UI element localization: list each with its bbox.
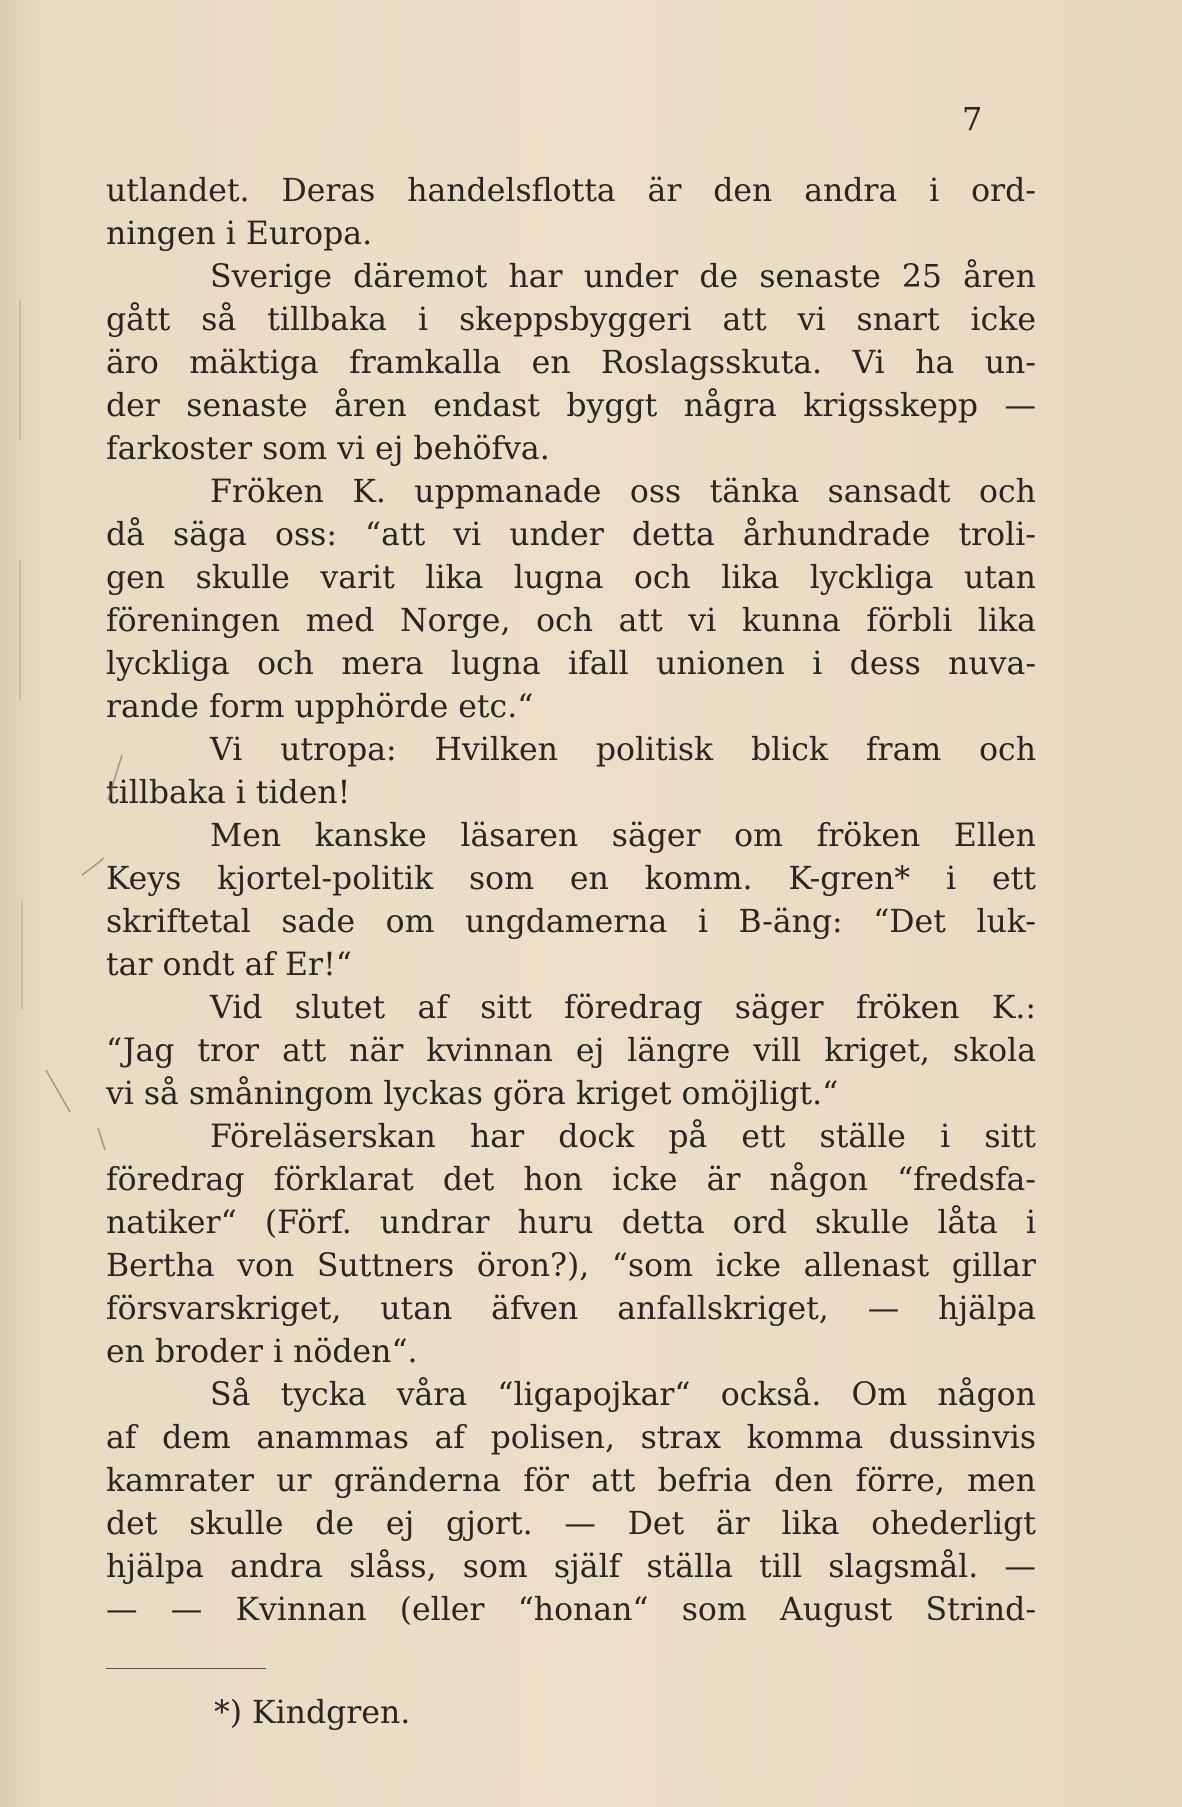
word: ohederligt: [871, 1506, 1036, 1542]
word: “Det: [873, 904, 946, 940]
word: kanske: [314, 818, 427, 854]
word: un-: [984, 345, 1036, 381]
word: utropa:: [280, 732, 397, 768]
word: skulle: [815, 1205, 910, 1241]
word: lugna: [451, 646, 541, 682]
word: våra: [396, 1377, 468, 1413]
word: att: [591, 1463, 636, 1499]
word: nuva-: [948, 646, 1036, 682]
word: som: [462, 1549, 528, 1585]
word: Ellen: [953, 818, 1036, 854]
word: sitt: [480, 990, 532, 1026]
word: med: [305, 603, 375, 639]
word: ur: [276, 1463, 312, 1499]
word: detta: [621, 1205, 705, 1241]
word: Om: [851, 1377, 908, 1413]
word: Fröken: [210, 474, 324, 510]
word: ifall: [568, 646, 629, 682]
word: ord: [732, 1205, 787, 1241]
word: vi: [453, 517, 482, 553]
word: som: [681, 1592, 747, 1628]
word: om: [385, 904, 435, 940]
word: slagsmål.: [828, 1549, 979, 1585]
word: skulle: [195, 560, 290, 596]
word: föreningen: [106, 603, 281, 639]
word: af: [417, 990, 448, 1026]
word: lyckliga: [809, 560, 934, 596]
word: är: [647, 173, 682, 209]
word: luk-: [976, 904, 1036, 940]
word: och: [633, 560, 691, 596]
word: till: [759, 1549, 803, 1585]
word: vill: [753, 1033, 802, 1069]
word: ställe: [819, 1119, 906, 1155]
word: utlandet.: [106, 173, 250, 209]
word: säger: [611, 818, 701, 854]
word: århundrade: [742, 517, 931, 553]
word: anammas: [256, 1420, 409, 1456]
word: slåss,: [349, 1549, 437, 1585]
word: Vid: [210, 990, 263, 1026]
word: krigsskepp: [803, 388, 979, 424]
word: föredrag: [106, 1162, 245, 1198]
word: tillbaka: [267, 302, 387, 338]
word: utan: [380, 1291, 453, 1327]
word: unionen: [656, 646, 785, 682]
word: —: [1004, 388, 1036, 424]
word: lugna: [513, 560, 604, 596]
word: fröken: [816, 818, 921, 854]
word: icke: [612, 1162, 678, 1198]
word: undrar: [379, 1205, 490, 1241]
word: att: [618, 603, 663, 639]
word: Vi: [852, 345, 885, 381]
word: läsaren: [460, 818, 579, 854]
word: “honan“: [517, 1592, 649, 1628]
line-text: tillbaka i tiden!: [106, 775, 351, 811]
word: förre,: [855, 1463, 945, 1499]
word: komma: [746, 1420, 864, 1456]
word: ord-: [971, 173, 1036, 209]
word: för: [523, 1463, 569, 1499]
word: B-äng:: [738, 904, 843, 940]
line-text: ningen i Europa.: [106, 216, 373, 252]
word: någon: [937, 1377, 1036, 1413]
word: andra: [804, 173, 898, 209]
word: senaste: [759, 259, 881, 295]
word: säger: [734, 990, 824, 1026]
word: “att: [365, 517, 426, 553]
word: ej: [575, 1033, 605, 1069]
word: i: [929, 173, 940, 209]
word: någon: [769, 1162, 868, 1198]
word: lika: [781, 1506, 840, 1542]
word: som: [469, 861, 535, 897]
word: det: [106, 1506, 158, 1542]
word: mera: [341, 646, 424, 682]
word: strax: [640, 1420, 722, 1456]
word: på: [668, 1119, 708, 1155]
word: låta: [937, 1205, 998, 1241]
word: —: [170, 1592, 203, 1628]
word: K-gren*: [788, 861, 911, 897]
word: handelsflotta: [407, 173, 616, 209]
word: andra: [230, 1549, 324, 1585]
word: Bertha: [106, 1248, 215, 1284]
word: fröken: [855, 990, 960, 1026]
word: 25: [901, 259, 942, 295]
word: Kvinnan: [235, 1592, 367, 1628]
word: natiker“: [106, 1205, 237, 1241]
word: säga: [173, 517, 247, 553]
line-text: en broder i nöden“.: [106, 1334, 418, 1370]
word: att: [722, 302, 767, 338]
word: också.: [720, 1377, 822, 1413]
word: Vi: [210, 732, 243, 768]
word: vi: [688, 603, 717, 639]
word: skola: [952, 1033, 1036, 1069]
word: en: [569, 861, 609, 897]
word: hon: [523, 1162, 583, 1198]
word: gått: [106, 302, 171, 338]
word: komm.: [644, 861, 753, 897]
word: kunna: [741, 603, 841, 639]
word: endast: [433, 388, 540, 424]
word: lika: [977, 603, 1036, 639]
word: —: [1004, 1549, 1036, 1585]
word: Så: [210, 1377, 251, 1413]
word: har: [508, 259, 563, 295]
word: af: [106, 1420, 137, 1456]
word: tycka: [280, 1377, 367, 1413]
word: förbli: [866, 603, 953, 639]
word: (eller: [399, 1592, 485, 1628]
word: under: [583, 259, 679, 295]
word: Föreläserskan: [210, 1119, 436, 1155]
word: Men: [210, 818, 282, 854]
word: vi: [797, 302, 826, 338]
word: tänka: [709, 474, 800, 510]
word: Roslagsskuta.: [601, 345, 823, 381]
word: der: [106, 388, 160, 424]
word: gillar: [951, 1248, 1036, 1284]
word: dock: [558, 1119, 635, 1155]
word: (Förf.: [264, 1205, 352, 1241]
word: troli-: [958, 517, 1036, 553]
word: framkalla: [349, 345, 502, 381]
page-number: 7: [962, 100, 983, 138]
word: Keys: [106, 861, 182, 897]
word: Sverige: [210, 259, 332, 295]
word: ställa: [646, 1549, 734, 1585]
word: senaste: [186, 388, 308, 424]
word: af: [434, 1420, 465, 1456]
word: det: [442, 1162, 495, 1198]
word: Hvilken: [434, 732, 558, 768]
word: befria: [657, 1463, 752, 1499]
word: de: [315, 1506, 355, 1542]
word: lika: [425, 560, 484, 596]
word: —: [867, 1291, 900, 1327]
word: försvarskriget,: [106, 1291, 342, 1327]
word: föredrag: [564, 990, 703, 1026]
word: Strind-: [925, 1592, 1036, 1628]
word: hjälpa: [938, 1291, 1036, 1327]
word: icke: [970, 302, 1036, 338]
word: politisk: [595, 732, 714, 768]
word: den: [713, 173, 773, 209]
word: öron?),: [476, 1248, 590, 1284]
word: att: [282, 1033, 327, 1069]
word: och: [979, 474, 1036, 510]
line-text: tar ondt af Er!“: [106, 947, 352, 983]
word: slutet: [294, 990, 386, 1026]
word: en: [531, 345, 571, 381]
word: Norge,: [400, 603, 511, 639]
word: uppmanade: [414, 474, 602, 510]
word: gjort.: [445, 1506, 533, 1542]
word: detta: [631, 517, 715, 553]
word: är: [706, 1162, 741, 1198]
word: ej: [385, 1506, 415, 1542]
word: ha: [915, 345, 955, 381]
word: och: [536, 603, 593, 639]
word: byggt: [566, 388, 658, 424]
word: dess: [849, 646, 921, 682]
word: kvinnan: [426, 1033, 553, 1069]
word: von: [237, 1248, 295, 1284]
word: i: [940, 1119, 951, 1155]
word: lyckliga: [106, 646, 230, 682]
word: “ligapojkar“: [497, 1377, 691, 1413]
word: sitt: [984, 1119, 1036, 1155]
word: kjortel-politik: [217, 861, 434, 897]
word: dem: [162, 1420, 231, 1456]
word: skriftetal: [106, 904, 251, 940]
word: själf: [553, 1549, 621, 1585]
word: under: [509, 517, 604, 553]
word: Deras: [281, 173, 376, 209]
word: “som: [611, 1248, 693, 1284]
line-text: vi så småningom lyckas göra kriget omöjligt.“: [106, 1076, 839, 1112]
word: åren: [334, 388, 407, 424]
word: Det: [627, 1506, 685, 1542]
word: skulle: [189, 1506, 284, 1542]
word: i: [812, 646, 823, 682]
word: är: [715, 1506, 750, 1542]
word: tror: [197, 1033, 260, 1069]
word: blick: [750, 732, 828, 768]
word: “Jag: [106, 1033, 175, 1069]
word: “fredsfa-: [897, 1162, 1036, 1198]
footnote: *) Kindgren.: [214, 1695, 411, 1731]
word: polisen,: [490, 1420, 615, 1456]
word: förklarat: [273, 1162, 414, 1198]
word: om: [734, 818, 784, 854]
word: fram: [865, 732, 942, 768]
word: ett: [741, 1119, 786, 1155]
word: utan: [963, 560, 1036, 596]
word: åren: [963, 259, 1036, 295]
word: och: [979, 732, 1036, 768]
word: lika: [721, 560, 780, 596]
word: sade: [281, 904, 356, 940]
word: några: [683, 388, 777, 424]
word: huru: [517, 1205, 594, 1241]
word: när: [349, 1033, 404, 1069]
word: icke: [715, 1248, 782, 1284]
word: August: [779, 1592, 893, 1628]
word: oss:: [275, 517, 337, 553]
word: ett: [991, 861, 1036, 897]
word: äro: [106, 345, 159, 381]
word: längre: [627, 1033, 731, 1069]
word: K.: [352, 474, 386, 510]
word: i: [946, 861, 957, 897]
word: i: [417, 302, 429, 338]
line-text: farkoster som vi ej behöfva.: [106, 431, 550, 467]
word: gen: [106, 560, 166, 596]
word: har: [470, 1119, 525, 1155]
word: sansadt: [827, 474, 951, 510]
word: kamrater: [106, 1463, 254, 1499]
word: allenast: [803, 1248, 930, 1284]
word: ungdamerna: [465, 904, 668, 940]
word: men: [967, 1463, 1036, 1499]
word: den: [774, 1463, 834, 1499]
word: i: [1025, 1205, 1036, 1241]
word: dussinvis: [888, 1420, 1036, 1456]
word: K.:: [991, 990, 1036, 1026]
word: kriget,: [824, 1033, 930, 1069]
word: äfven: [491, 1291, 579, 1327]
word: hjälpa: [106, 1549, 204, 1585]
word: däremot: [353, 259, 488, 295]
word: anfallskriget,: [617, 1291, 829, 1327]
word: snart: [856, 302, 940, 338]
word: i: [697, 904, 708, 940]
word: skeppsbyggeri: [459, 302, 692, 338]
word: —: [106, 1592, 138, 1628]
word: så: [201, 302, 237, 338]
word: oss: [629, 474, 682, 510]
word: varit: [320, 560, 395, 596]
word: då: [106, 517, 145, 553]
word: gränderna: [333, 1463, 501, 1499]
word: Suttners: [316, 1248, 455, 1284]
line-text: rande form upphörde etc.“: [106, 689, 534, 725]
word: och: [257, 646, 314, 682]
word: mäktiga: [189, 345, 319, 381]
word: —: [564, 1506, 596, 1542]
word: de: [699, 259, 739, 295]
